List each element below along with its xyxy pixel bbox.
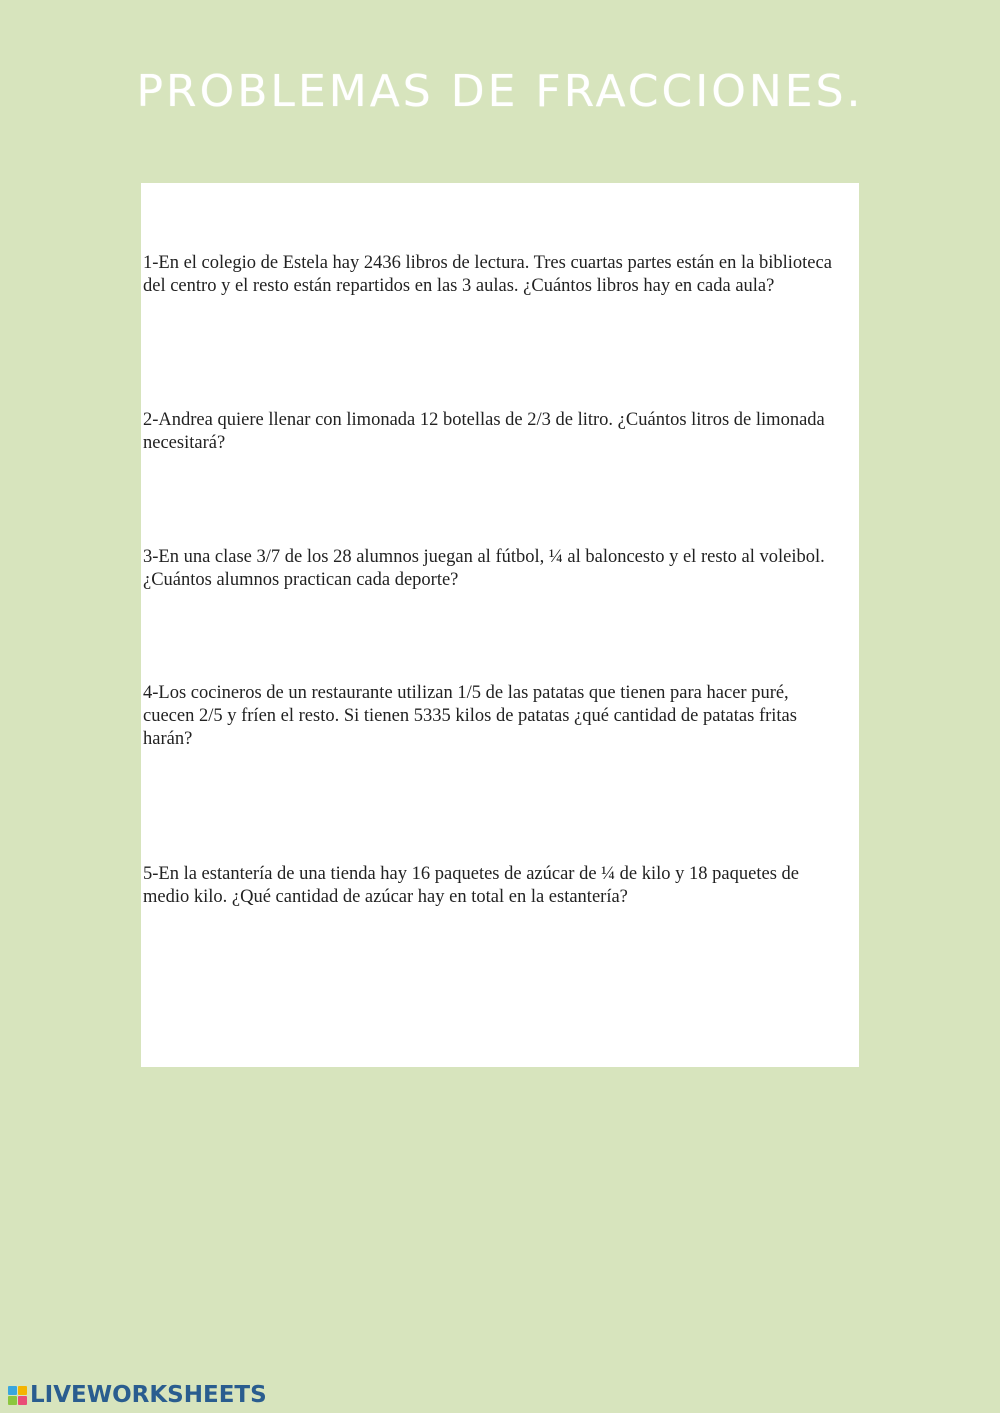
- logo-square-icon: [18, 1386, 27, 1395]
- footer-branding[interactable]: [8, 1382, 267, 1408]
- problem-3: 3-En una clase 3/7 de los 28 alumnos juegan al fútbol, ¼ al baloncesto y el resto al voleibol. ¿Cuántos alumnos practican cada deporte?: [143, 547, 825, 590]
- page-title: PROBLEMAS DE FRACCIONES.: [136, 66, 864, 117]
- brand-name[interactable]: LIVEWORKSHEETS: [30, 1382, 267, 1408]
- problem-4: 4-Los cocineros de un restaurante utilizan 1/5 de las patatas que tienen para hacer puré, cuecen 2/5 y fríen el resto. Si tienen 5335 kilos de patatas ¿qué cantidad de patatas fritas harán?: [143, 683, 797, 749]
- logo-square-icon: [18, 1396, 27, 1405]
- logo-square-icon: [8, 1396, 17, 1405]
- logo-square-icon: [8, 1386, 17, 1395]
- problem-5: 5-En la estantería de una tienda hay 16 paquetes de azúcar de ¼ de kilo y 18 paquetes de medio kilo. ¿Qué cantidad de azúcar hay en total en la estantería?: [143, 864, 799, 907]
- liveworksheets-logo-icon: [8, 1386, 27, 1405]
- problem-2: 2-Andrea quiere llenar con limonada 12 botellas de 2/3 de litro. ¿Cuántos litros de limonada necesitará?: [143, 410, 825, 453]
- problem-1: 1-En el colegio de Estela hay 2436 libros de lectura. Tres cuartas partes están en la biblioteca del centro y el resto están repartidos en las 3 aulas. ¿Cuántos libros hay en cada aula?: [143, 253, 832, 296]
- worksheet-panel: [141, 183, 859, 1067]
